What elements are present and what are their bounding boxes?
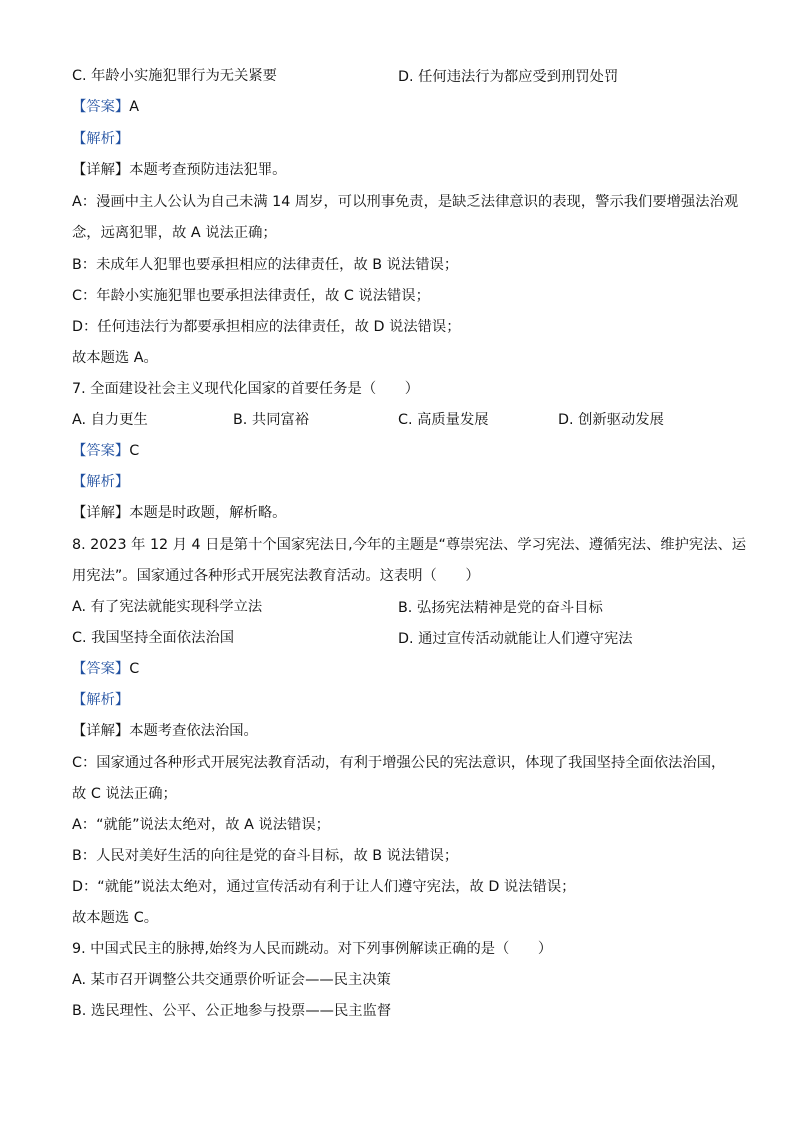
- q8-explanation-a: A：“就能”说法太绝对，故 A 说法错误；: [72, 817, 330, 833]
- q6-option-c: C. 年龄小实施犯罪行为无关紧要: [72, 68, 277, 84]
- answer-value: A: [129, 99, 139, 115]
- q7-option-a: A. 自力更生: [72, 412, 148, 428]
- q8-option-d: D. 通过宣传活动就能让人们遵守宪法: [398, 631, 633, 647]
- answer-label: 【答案】: [72, 661, 130, 677]
- q9-option-b: B. 选民理性、公平、公正地参与投票——民主监督: [72, 1003, 392, 1019]
- q8-stem-line2: 用宪法”。国家通过各种形式开展宪法教育活动。这表明（ ）: [72, 568, 480, 584]
- detail-text: 本题是时政题，解析略。: [129, 505, 287, 521]
- q7-option-c: C. 高质量发展: [398, 412, 489, 428]
- q6-option-d: D. 任何违法行为都应受到刑罚处罚: [398, 69, 619, 85]
- q7-answer: [72, 441, 139, 461]
- q7-options-row: [72, 410, 728, 430]
- q6-answer: [72, 97, 139, 117]
- q9-option-a: A. 某市召开调整公共交通票价听证会——民主决策: [72, 972, 391, 988]
- q8-stem-line1: 8. 2023 年 12 月 4 日是第十个国家宪法日,今年的主题是“尊崇宪法、学习宪法、遵循宪法、维护宪法、运: [72, 537, 747, 553]
- q6-detail: [72, 160, 286, 180]
- q7-stem: 7. 全面建设社会主义现代化国家的首要任务是（ ）: [72, 381, 420, 397]
- q8-analysis-heading: [72, 690, 129, 710]
- q6-explanation-d: D：任何违法行为都要承担相应的法律责任，故 D 说法错误；: [72, 319, 461, 335]
- q7-detail: [72, 503, 286, 523]
- q8-explanation-c-line1: C：国家通过各种形式开展宪法教育活动，有利于增强公民的宪法意识，体现了我国坚持全面依法治国，: [72, 755, 726, 771]
- q8-conclusion: 故本题选 C。: [72, 910, 159, 926]
- q8-detail: [72, 721, 258, 741]
- detail-label: 【详解】: [72, 723, 130, 739]
- q7-analysis-heading: [72, 472, 129, 492]
- q6-explanation-b: B：未成年人犯罪也要承担相应的法律责任，故 B 说法错误；: [72, 257, 459, 273]
- q8-answer: [72, 659, 139, 679]
- answer-value: C: [129, 661, 140, 677]
- answer-value: C: [129, 443, 140, 459]
- q8-option-a: A. 有了宪法就能实现科学立法: [72, 599, 263, 615]
- q8-option-c: C. 我国坚持全面依法治国: [72, 630, 235, 646]
- q7-option-d: D. 创新驱动发展: [558, 412, 664, 428]
- q9-stem: 9. 中国式民主的脉搏,始终为人民而跳动。对下列事例解读正确的是（ ）: [72, 941, 553, 957]
- answer-label: 【答案】: [72, 443, 130, 459]
- q6-explanation-a-line1: A：漫画中主人公认为自己未满 14 周岁，可以刑事免责，是缺乏法律意识的表现，警示我们要增强法治观: [72, 194, 739, 210]
- q8-explanation-c-line2: 故 C 说法正确；: [72, 786, 177, 802]
- analysis-label: 【解析】: [72, 474, 130, 490]
- q6-analysis-heading: [72, 129, 129, 149]
- q8-explanation-b: B：人民对美好生活的向往是党的奋斗目标，故 B 说法错误；: [72, 848, 459, 864]
- analysis-label: 【解析】: [72, 131, 130, 147]
- q6-explanation-c: C：年龄小实施犯罪也要承担法律责任，故 C 说法错误；: [72, 288, 430, 304]
- q6-options-row: [72, 66, 277, 86]
- q7-option-b: B. 共同富裕: [233, 412, 310, 428]
- q8-option-b: B. 弘扬宪法精神是党的奋斗目标: [398, 600, 603, 616]
- answer-label: 【答案】: [72, 99, 130, 115]
- detail-intro: 本题考查依法治国。: [129, 723, 258, 739]
- analysis-label: 【解析】: [72, 692, 130, 708]
- q6-conclusion: 故本题选 A。: [72, 350, 158, 366]
- detail-label: 【详解】: [72, 162, 130, 178]
- detail-intro: 本题考查预防违法犯罪。: [129, 162, 287, 178]
- q8-explanation-d: D：“就能”说法太绝对，通过宣传活动有利于让人们遵守宪法，故 D 说法错误；: [72, 879, 576, 895]
- q6-explanation-a-line2: 念，远离犯罪，故 A 说法正确；: [72, 225, 277, 241]
- detail-label: 【详解】: [72, 505, 130, 521]
